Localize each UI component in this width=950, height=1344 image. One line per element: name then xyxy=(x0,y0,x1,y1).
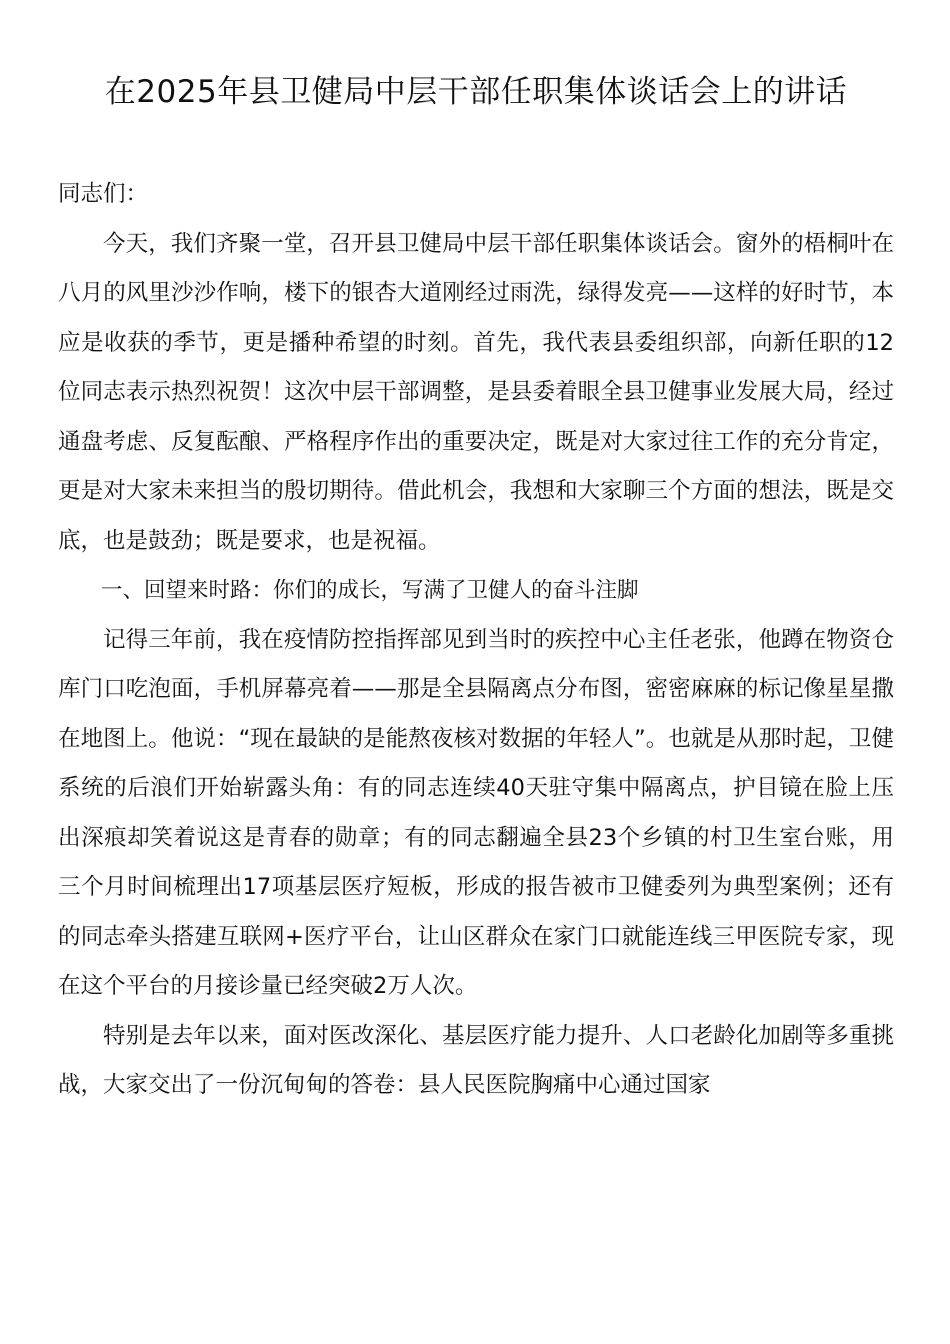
document-page xyxy=(58,0,894,1111)
intro-paragraph: 今天，我们齐聚一堂，召开县卫健局中层干部任职集体谈话会。窗外的梧桐叶在八月的风里沙沙作响，楼下的银杏大道刚经过雨洗，绿得发亮——这样的好时节，本应是收获的季节，更是播种希望的时刻。首先，我代表县委组织部，向新任职的12位同志表示热烈祝贺！这次中层干部调整，是县委着眼全县卫健事业发展大局，经过通盘考虑、反复酝酿、严格程序作出的重要决定，既是对大家过往工作的充分肯定，更是对大家未来担当的殷切期待。借此机会，我想和大家聊三个方面的想法，既是交底，也是鼓劲；既是要求，也是祝福。 xyxy=(58,230,894,554)
section-heading: 一、回望来时路：你们的成长，写满了卫健人的奋斗注脚 xyxy=(101,578,639,603)
salutation: 同志们： xyxy=(58,181,149,207)
document-body xyxy=(58,170,894,1111)
section-paragraph-2: 特别是去年以来，面对医改深化、基层医疗能力提升、人口老龄化加剧等多重挑战，大家交出了一份沉甸甸的答卷：县人民医院胸痛中心通过国家 xyxy=(58,1022,894,1098)
section-paragraph-1: 记得三年前，我在疫情防控指挥部见到当时的疾控中心主任老张，他蹲在物资仓库门口吃泡面，手机屏幕亮着——那是全县隔离点分布图，密密麻麻的标记像星星撒在地图上。他说：“现在最缺的是能熬夜核对数据的年轻人”。也就是从那时起，卫健系统的后浪们开始崭露头角：有的同志连续40天驻守集中隔离点，护目镜在脸上压出深痕却笑着说这是青春的勋章；有的同志翻遍全县23个乡镇的村卫生室台账，用三个月时间梳理出17项基层医疗短板，形成的报告被市卫健委列为典型案例；还有的同志牵头搭建互联网+医疗平台，让山区群众在家门口就能连线三甲医院专家，现在这个平台的月接诊量已经突破2万人次。 xyxy=(58,626,894,999)
document-title: 在2025年县卫健局中层干部任职集体谈话会上的讲话 xyxy=(104,74,848,110)
